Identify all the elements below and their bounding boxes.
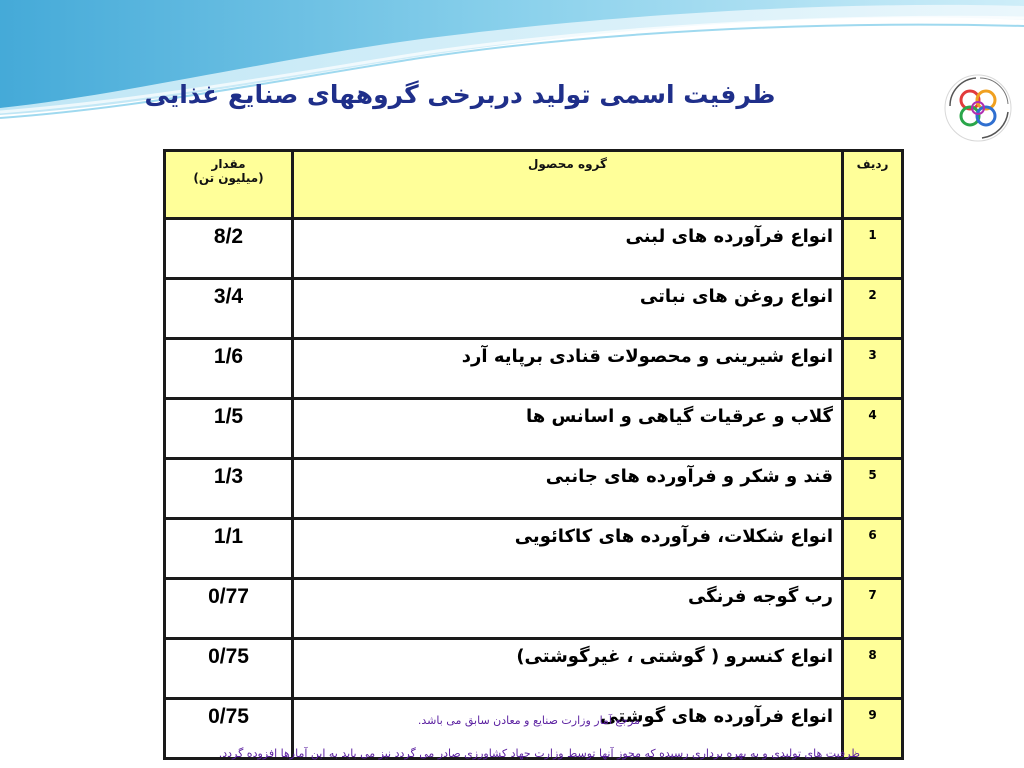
- rownum-cell: 7: [843, 579, 903, 639]
- table-row: [165, 459, 903, 519]
- rownum-cell: 9: [843, 699, 903, 759]
- amount-cell: 1/3: [165, 459, 293, 519]
- table-row: [165, 279, 903, 339]
- amount-cell: 1/5: [165, 399, 293, 459]
- table-row: [165, 639, 903, 699]
- product-cell: انواع شکلات، فرآورده های کاکائویی: [293, 519, 843, 579]
- amount-cell: 0/75: [165, 639, 293, 699]
- product-cell: انواع فرآورده های گوشتی: [293, 699, 843, 759]
- product-cell: انواع روغن های نباتی: [293, 279, 843, 339]
- amount-cell: 8/2: [165, 219, 293, 279]
- amount-cell: 0/77: [165, 579, 293, 639]
- rownum-cell: 5: [843, 459, 903, 519]
- amount-cell: 0/75: [165, 699, 293, 759]
- header-amount: [165, 151, 293, 219]
- table-row: [165, 339, 903, 399]
- header-amount-line1: مقدار: [211, 157, 246, 171]
- product-cell: انواع فرآورده های لبنی: [293, 219, 843, 279]
- table-header-row: [165, 151, 903, 219]
- rownum-cell: 1: [843, 219, 903, 279]
- table-row: [165, 219, 903, 279]
- rownum-cell: 6: [843, 519, 903, 579]
- rownum-cell: 8: [843, 639, 903, 699]
- rownum-cell: 4: [843, 399, 903, 459]
- header-product: گروه محصول: [293, 151, 843, 219]
- amount-cell: 1/6: [165, 339, 293, 399]
- trade-promotion-logo-icon: [936, 66, 1020, 150]
- product-cell: انواع شیرینی و محصولات قنادی برپایه آرد: [293, 339, 843, 399]
- capacity-table: [163, 149, 904, 760]
- amount-cell: 1/1: [165, 519, 293, 579]
- rownum-cell: 3: [843, 339, 903, 399]
- amount-cell: 3/4: [165, 279, 293, 339]
- product-cell: قند و شکر و فرآورده های جانبی: [293, 459, 843, 519]
- rownum-cell: 2: [843, 279, 903, 339]
- product-cell: انواع کنسرو ( گوشتی ، غیرگوشتی): [293, 639, 843, 699]
- source-note: مرجع آمار وزارت صنایع و معادن سابق می باشد.: [417, 714, 640, 727]
- header-amount-line2: (میلیون تن): [193, 171, 264, 185]
- table-row: [165, 399, 903, 459]
- header-rownum: ردیف: [843, 151, 903, 219]
- product-cell: گلاب و عرقیات گیاهی و اسانس ها: [293, 399, 843, 459]
- footnote: ظرفیت های تولیدی و به بهره برداری رسیده که مجوز آنها توسط وزارت جهاد کشاورزی صادر می گردد نیز می باید به این آمارها افزوده گردد.: [218, 747, 860, 760]
- table-row: [165, 519, 903, 579]
- page-title: ظرفیت اسمی تولید دربرخی گروههای صنایع غذایی: [144, 80, 776, 109]
- table-row: [165, 579, 903, 639]
- product-cell: رب گوجه فرنگی: [293, 579, 843, 639]
